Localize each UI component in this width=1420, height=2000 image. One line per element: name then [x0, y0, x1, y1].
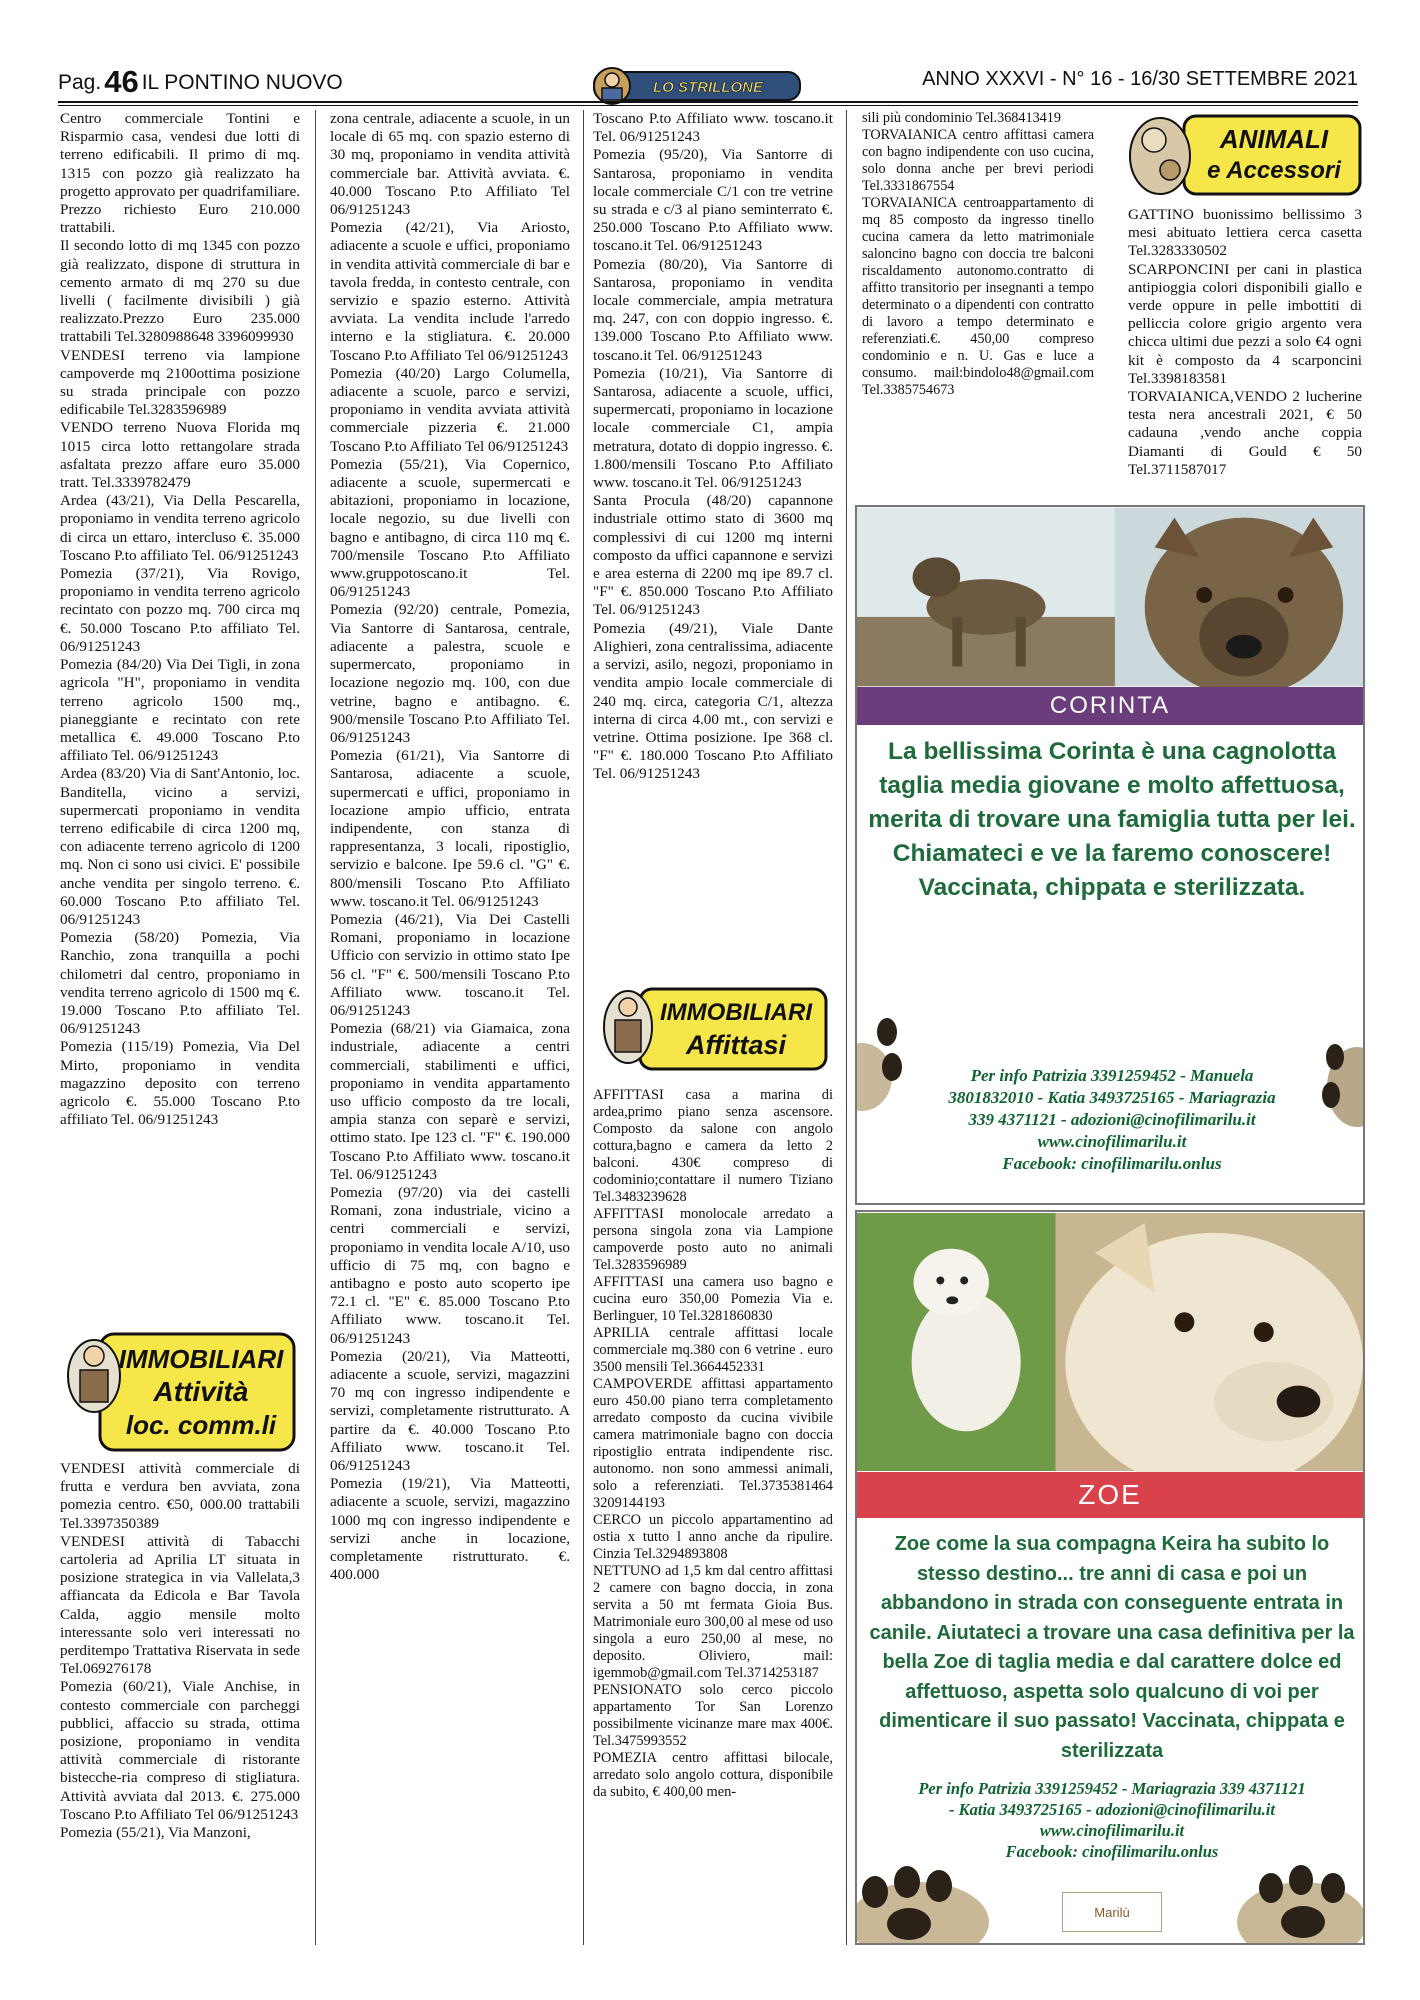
facebook-link: Facebook: cinofilimarilu.onlus: [1005, 1842, 1219, 1861]
paw-icon: [1237, 1852, 1365, 1945]
classified-ad: Ardea (43/21), Via Della Pescarella, proponiamo in vendita terreno agricolo di circa un ettaro, intercluso €. 35.000 Toscano P.to affiliato Tel. 06/91251243: [60, 492, 300, 564]
classified-ad: Pomezia (92/20) centrale, Pomezia, Via Santorre di Santarosa, centrale, adiacente a palestra, scuole e supermercato, proponiamo in locazione negozio mq. 100, con due vetrine, bagno e antibagno. €. 900/mensile Toscano P.to Affiliato Tel. 06/91251243: [330, 601, 570, 746]
classified-ad: TORVAIANICA,VENDO 2 lucherine testa nera ancestrali 2021, € 50 cadauna ,vendo anche coppia Diamanti di Gould € 50 Tel.3711587017: [1128, 388, 1362, 478]
classified-ad: SCARPONCINI per cani in plastica antipioggia colori disponibili giallo e verde oppure in pelle imbottiti di pelliccia colore grigio argento vera chicca ultimi due pezzi a solo €4 ogni kit è composto da 4 scarponcini Tel.3398183581: [1128, 260, 1362, 387]
dog-name-band: CORINTA: [857, 687, 1363, 725]
ad-contact-info: [867, 1065, 1357, 1175]
classified-ad: Pomezia (95/20), Via Santorre di Santarosa, proponiamo in vendita locale commerciale C/1 con tre vetrine su strada e c/3 al piano seminterrato €. 250.000 Toscano P.to Affiliato www. toscano.it Tel. 06/91251243: [593, 146, 833, 255]
contact-line: - Katia 3493725165 - adozioni@cinofilimarilu.it: [949, 1800, 1275, 1819]
classified-ad: AFFITTASI una camera uso bagno e cucina euro 350,00 Pomezia Via e. Berlinguer, 10 Tel.3281860830: [593, 1274, 833, 1324]
classified-ad: Pomezia (61/21), Via Santorre di Santarosa, adiacente a scuole, supermercati e uffici, proponiamo in locazione ampio ufficio, entrata indipendente, con stanza di rappresentanza, 3 locali, ripostiglio, servizio e balcone. Ipe 59.6 cl. "G" €. 800/mensili Toscano P.to Affiliato www. toscano.it Tel. 06/91251243: [330, 747, 570, 910]
column-rule: [315, 110, 316, 1945]
section-header-animali: [1124, 110, 1364, 200]
marilu-logo: Marilù: [1062, 1892, 1162, 1932]
column-4: [862, 110, 1094, 470]
ad-contact-info: [867, 1778, 1357, 1862]
classified-ad: CERCO un piccolo appartamentino ad ostia x tutto l anno anche da ripulire. Cinzia Tel.3294893808: [593, 1512, 833, 1562]
classified-ad: zona centrale, adiacente a scuole, in un locale di 65 mq. con spazio esterno di 30 mq, proponiamo in vendita attività commerciale bar. Attività avviata. €. 40.000 Toscano P.to Affiliato Tel 06/91251243: [330, 110, 570, 219]
dog-photo-corinta: [857, 507, 1363, 687]
website-link: www.cinofilimarilu.it: [1039, 1821, 1185, 1840]
website-link: www.cinofilimarilu.it: [1037, 1132, 1187, 1151]
classified-ad: TORVAIANICA centro affittasi camera con bagno indipendente con uso cucina, solo donna anche per brevi periodi Tel.3331867554: [862, 127, 1094, 194]
page-header-left: [58, 64, 343, 100]
classified-ad: CAMPOVERDE affittasi appartamento euro 450.00 piano terra completamento arredato composto da cucina vivibile camera matrimoniale bagno con doccia ripostiglio entrata indipendente risc. autonomo. non sono ammessi animali, solo a referenziati. Tel.3735381464 3209144193: [593, 1376, 833, 1511]
header-rule: [58, 101, 1358, 103]
classified-ad: Pomezia (40/20) Largo Columella, adiacente a scuole, parco e servizi, proponiamo in vendita avviata attività commerciale pizzeria €. 21.000 Toscano P.to Affiliato Tel 06/91251243: [330, 364, 570, 455]
classified-ad: Toscano P.to Affiliato www. toscano.it Tel. 06/91251243: [593, 110, 833, 146]
contact-line: Per info Patrizia 3391259452 - Mariagrazia 339 4371121: [918, 1779, 1306, 1798]
section-title-line2: e Accessori: [1207, 157, 1341, 184]
classified-ad: Pomezia (97/20) via dei castelli Romani, zona industriale, vicino a centri commerciali e servizi, proponiamo in vendita locale A/10, uso ufficio di 75 mq, con bagno e antibagno e posto auto scoperto ipe 72.1 cl. "E" €. 85.000 Toscano P.to Affiliato www. toscano.it Tel. 06/91251243: [330, 1183, 570, 1347]
paper-name: IL PONTINO NUOVO: [141, 71, 343, 94]
adoption-ad-zoe: [855, 1210, 1365, 1945]
column-5: [1128, 206, 1362, 494]
adoption-ad-corinta: [855, 505, 1365, 1205]
issue-info: ANNO XXXVI - N° 16 - 16/30 SETTEMBRE 2021: [922, 68, 1358, 90]
section-title-line2: Affittasi: [685, 1030, 786, 1060]
classified-ad: Santa Procula (48/20) capannone industriale ottimo stato di 3600 mq complessivi di cui 1200 mq interni composto da uffici capannone e servizi e area esterna di 2200 mq ipe 89.7 cl. "F" €. 850.000 Toscano P.to Affiliato Tel. 06/91251243: [593, 492, 833, 619]
classified-ad: Pomezia (55/21), Via Manzoni,: [60, 1824, 251, 1842]
page-prefix: Pag.: [58, 71, 102, 94]
classified-ad: AFFITTASI casa a marina di ardea,primo piano senza ascensore. Composto da salone con angolo cottura,bagno e camera da letto 2 balconi. 430€ compreso di codominio;contattare il numero Tiziano Tel.3483239628: [593, 1087, 833, 1205]
contact-line: 339 4371121 - adozioni@cinofilimarilu.it: [968, 1110, 1256, 1129]
section-header-attivita: [60, 1330, 300, 1455]
classified-ad: PENSIONATO solo cerco piccolo appartamento Tor San Lorenzo possibilmente vicinanze mare max 400€. Tel.3475993552: [593, 1682, 833, 1749]
dog-name-band: ZOE: [857, 1472, 1363, 1518]
column-3-bottom: [593, 1087, 833, 1942]
column-rule: [583, 110, 584, 1945]
classified-ad: Pomezia (49/21), Viale Dante Alighieri, zona centralissima, adiacente a servizi, asilo, negozi, proponiamo in vendita ampio locale commerciale di 240 mq. circa, categoria C/1, altezza interna di circa 4.00 mt., con servizi e vetrine. Ottima posizione. Ipe 368 cl. "F" €. 180.000 Toscano P.to Affiliato Tel. 06/91251243: [593, 619, 833, 783]
classified-ad: Pomezia (46/21), Via Dei Castelli Romani, proponiamo in locazione Ufficio con servizio in ottimo stato Ipe 56 cl. "F" €. 500/mensili Toscano P.to Affiliato www. toscano.it Tel. 06/91251243: [330, 910, 570, 1019]
classified-ad: Pomezia (68/21) via Giamaica, zona industriale, adiacente a centri commerciali, stabilimenti e uffici, proponiamo in vendita appartamento uso ufficio composto da tre locali, ampia stanza con separè e servizi, ottimo stato. Ipe 123 cl. "F" €. 190.000 Toscano P.to Affiliato www. toscano.it Tel. 06/91251243: [330, 1020, 570, 1183]
classified-ad: VENDESI attività di Tabacchi cartoleria ad Aprilia LT situata in posizione strategica in via Vallelata,3 affiancata da Edicola e Bar Tavola Calda, aggio mensile molto interessante solo veri interessati no perditempo Trattativa Riservata in sede Tel.069276178: [60, 1532, 300, 1678]
section-title-line3: loc. comm.li: [125, 1410, 277, 1440]
classified-ad: VENDO terreno Nuova Florida mq 1015 circa lotto rettangolare strada asfaltata prezzo affare euro 35.000 tratt. Tel.3339782479: [60, 419, 300, 492]
paw-icon: [855, 1852, 989, 1945]
classified-ad: GATTINO buonissimo bellissimo 3 mesi abituato lettiera cerca casetta Tel.3283330502: [1128, 206, 1362, 260]
column-1: [60, 110, 300, 1330]
column-3: [593, 110, 833, 970]
classified-ad: AFFITTASI monolocale arredato a persona singola zona via Lampione campoverde posto auto no animali Tel.3283596989: [593, 1206, 833, 1273]
classified-ad: Pomezia (37/21), Via Rovigo, proponiamo in vendita terreno agricolo recintato con pozzo mq. 700 circa mq €. 50.000 Toscano P.to affiliato Tel. 06/91251243: [60, 565, 300, 655]
classified-ad: POMEZIA centro affittasi bilocale, arredato solo angolo cottura, disponibile da subito, € 400,00 men-: [593, 1750, 833, 1800]
classified-ad: Pomezia (60/21), Viale Anchise, in contesto commerciale con parcheggi pubblici, affaccio su strada, ottima posizione, proponiamo in vendita attività commerciale di ristorante bistecche-ria compreso di stigliatura. Attività avviata dal 2013. €. 275.000 Toscano P.to Affiliato Tel 06/91251243: [60, 1678, 300, 1823]
section-title-line1: IMMOBILIARI: [660, 999, 812, 1026]
classified-ad: Pomezia (20/21), Via Matteotti, adiacente a scuole, servizi, magazzini 70 mq con ingresso indipendente e servizi, completamente ristrutturato. A partire da €. 40.000 Toscano P.to Affiliato www. toscano.it Tel. 06/91251243: [330, 1347, 570, 1475]
column-1-bottom: [60, 1460, 300, 1940]
classified-ad: Pomezia (19/21), Via Matteotti, adiacente a scuole, servizi, magazzino 1000 mq con ingresso indipendente e servizi anche in locazione, completamente ristrutturato. €. 400.000: [330, 1475, 570, 1584]
classified-ad: Pomezia (58/20) Pomezia, Via Ranchio, zona tranquilla a pochi chilometri dal centro, proponiamo in vendita terreno agricolo di 1500 mq €. 19.000 Toscano P.to affiliato Tel. 06/91251243: [60, 929, 300, 1038]
paw-icon: [855, 1007, 907, 1117]
classified-ad: Pomezia (115/19) Pomezia, Via Del Mirto, proponiamo in vendita magazzino deposito con terreno agricolo €. 55.000 Toscano P.to affiliato Tel. 06/91251243: [60, 1038, 300, 1129]
classified-ad: Pomezia (80/20), Via Santorre di Santarosa, proponiamo in vendita locale commerciale, ampia metratura mq. 247, con con doppio ingresso. €. 139.000 Toscano P.to Affiliato www. toscano.it Tel. 06/91251243: [593, 255, 833, 364]
ad-description: La bellissima Corinta è una cagnolotta taglia media giovane e molto affettuosa, merita di trovare una famiglia tutta per lei. Chiamateci e ve la faremo conoscere! Vaccinata, chippata e sterilizzata.: [868, 738, 1356, 901]
logo-text: LO STRILLONE: [653, 79, 763, 96]
classified-ad: Pomezia (84/20) Via Dei Tigli, in zona agricola "H", proponiamo in vendita terreno agricolo 1500 mq., pianeggiante e recintato con rete metallica €. 49.000 Toscano P.to affiliato Tel. 06/91251243: [60, 656, 300, 765]
classified-ad: VENDESI terreno via lampione campoverde mq 2100ottima posizione su strada principale con pozzo edificabile Tel.3283596989: [60, 346, 300, 419]
page-number: 46: [104, 64, 139, 99]
classified-ad: Pomezia (55/21), Via Copernico, adiacente a scuole, supermercati e abitazioni, proponiamo in locazione, locale negozio, su due livelli con bagno e antibagno, di circa 110 mq €. 700/mensile Toscano P.to Affiliato www.gruppotoscano.it Tel. 06/91251243: [330, 455, 570, 601]
facebook-link: Facebook: cinofilimarilu.onlus: [1002, 1154, 1222, 1173]
column-2: [330, 110, 570, 1940]
column-rule: [846, 110, 847, 1945]
paw-icon: [1317, 1027, 1365, 1137]
contact-line: 3801832010 - Katia 3493725165 - Mariagrazia: [948, 1088, 1276, 1107]
classified-ad: Pomezia (10/21), Via Santorre di Santarosa, adiacente a scuole, uffici, supermercati, proponiamo in locazione locale commerciale C1, ampia metratura, dotato di doppio ingresso. €. 1.800/mensili Toscano P.to Affiliato www. toscano.it Tel. 06/91251243: [593, 364, 833, 492]
section-title-line1: IMMOBILIARI: [118, 1344, 284, 1374]
classified-ad: APRILIA centrale affittasi locale commerciale mq.380 con 6 vetrine . euro 3500 mensili Tel.3664452331: [593, 1325, 833, 1375]
ad-description: Zoe come la sua compagna Keira ha subito lo stesso destino... tre anni di casa e poi un abbandono in strada con conseguente entrata in canile. Aiutateci a trovare una casa definitiva per la bella Zoe di taglia media e dal carattere dolce ed affettuoso, aspetta solo qualcuno di voi per dimenticare il suo passato! Vaccinata, chippata e sterilizzata: [869, 1533, 1355, 1762]
classified-ad: Centro commerciale Tontini e Risparmio casa, vendesi due lotti di terreno edificabili. Il primo di mq. 1315 con pozzo già realizzato ha progetto approvato per quadrifamiliare. Prezzo richiesto Euro 210.000 trattabili.: [60, 110, 300, 237]
section-header-affittasi: [598, 985, 830, 1075]
classified-ad: Ardea (83/20) Via di Sant'Antonio, loc. Banditella, vicino a servizi, supermercati proponiamo in vendita terreno edificabile di circa 1200 mq, con adiacente terreno agricolo di 1200 mq. Non ci sono usi civici. E' possibile anche vendita per singolo terreno. €. 60.000 Toscano P.to affiliato Tel. 06/91251243: [60, 765, 300, 928]
classified-ad: TORVAIANICA centroappartamento di mq 85 composto da ingresso tinello cucina camera da letto matrimoniale saloncino bagno con doccia tre balconi riscaldamento autonomo.contratto di affitto transitorio per insegnanti a tempo determinato o a dipendenti con contratto di lavoro a tempo determinato e referenziati.€. 450,00 compreso condominio e n. U. Gas e luce a consumo. mail:bindolo48@gmail.com Tel.3385754673: [862, 195, 1094, 398]
section-title-line1: ANIMALI: [1219, 124, 1329, 154]
header-rule-thin: [58, 105, 1358, 106]
dog-photo-zoe: [857, 1212, 1363, 1472]
classified-ad: VENDESI attività commerciale di frutta e verdura ben avviata, zona pomezia centro. €50, 000.00 trattabili Tel.3397350389: [60, 1460, 300, 1532]
section-title-line2: Attività: [153, 1376, 249, 1407]
classified-ad: NETTUNO ad 1,5 km dal centro affittasi 2 camere con bagno doccia, in zona servita a 50 mt fermata Gioia Bus. Matrimoniale euro 300,00 al mese od uso singola a euro 250,00 al mese, no deposito. Oliviero, mail: igemmob@gmail.com Tel.3714253187: [593, 1563, 833, 1681]
classified-ad: Il secondo lotto di mq 1345 con pozzo già realizzato, dispone di struttura in cemento armato di mq 270 su due livelli ( facilmente divisibili ) già realizzato.Prezzo Euro 235.000 trattabili Tel.3280988648 3396099930: [60, 237, 300, 346]
classified-ad: Pomezia (42/21), Via Ariosto, adiacente a scuole e uffici, proponiamo in vendita attività commerciale di bar e tavola fredda, in contesto centrale, con servizio e spazio esterno. Attività avviata. La vendita include l'arredo interno e la stigliatura. €. 20.000 Toscano P.to Affiliato Tel 06/91251243: [330, 219, 570, 364]
classified-ad: sili più condominio Tel.368413419: [862, 110, 1061, 126]
contact-line: Per info Patrizia 3391259452 - Manuela: [970, 1066, 1254, 1085]
